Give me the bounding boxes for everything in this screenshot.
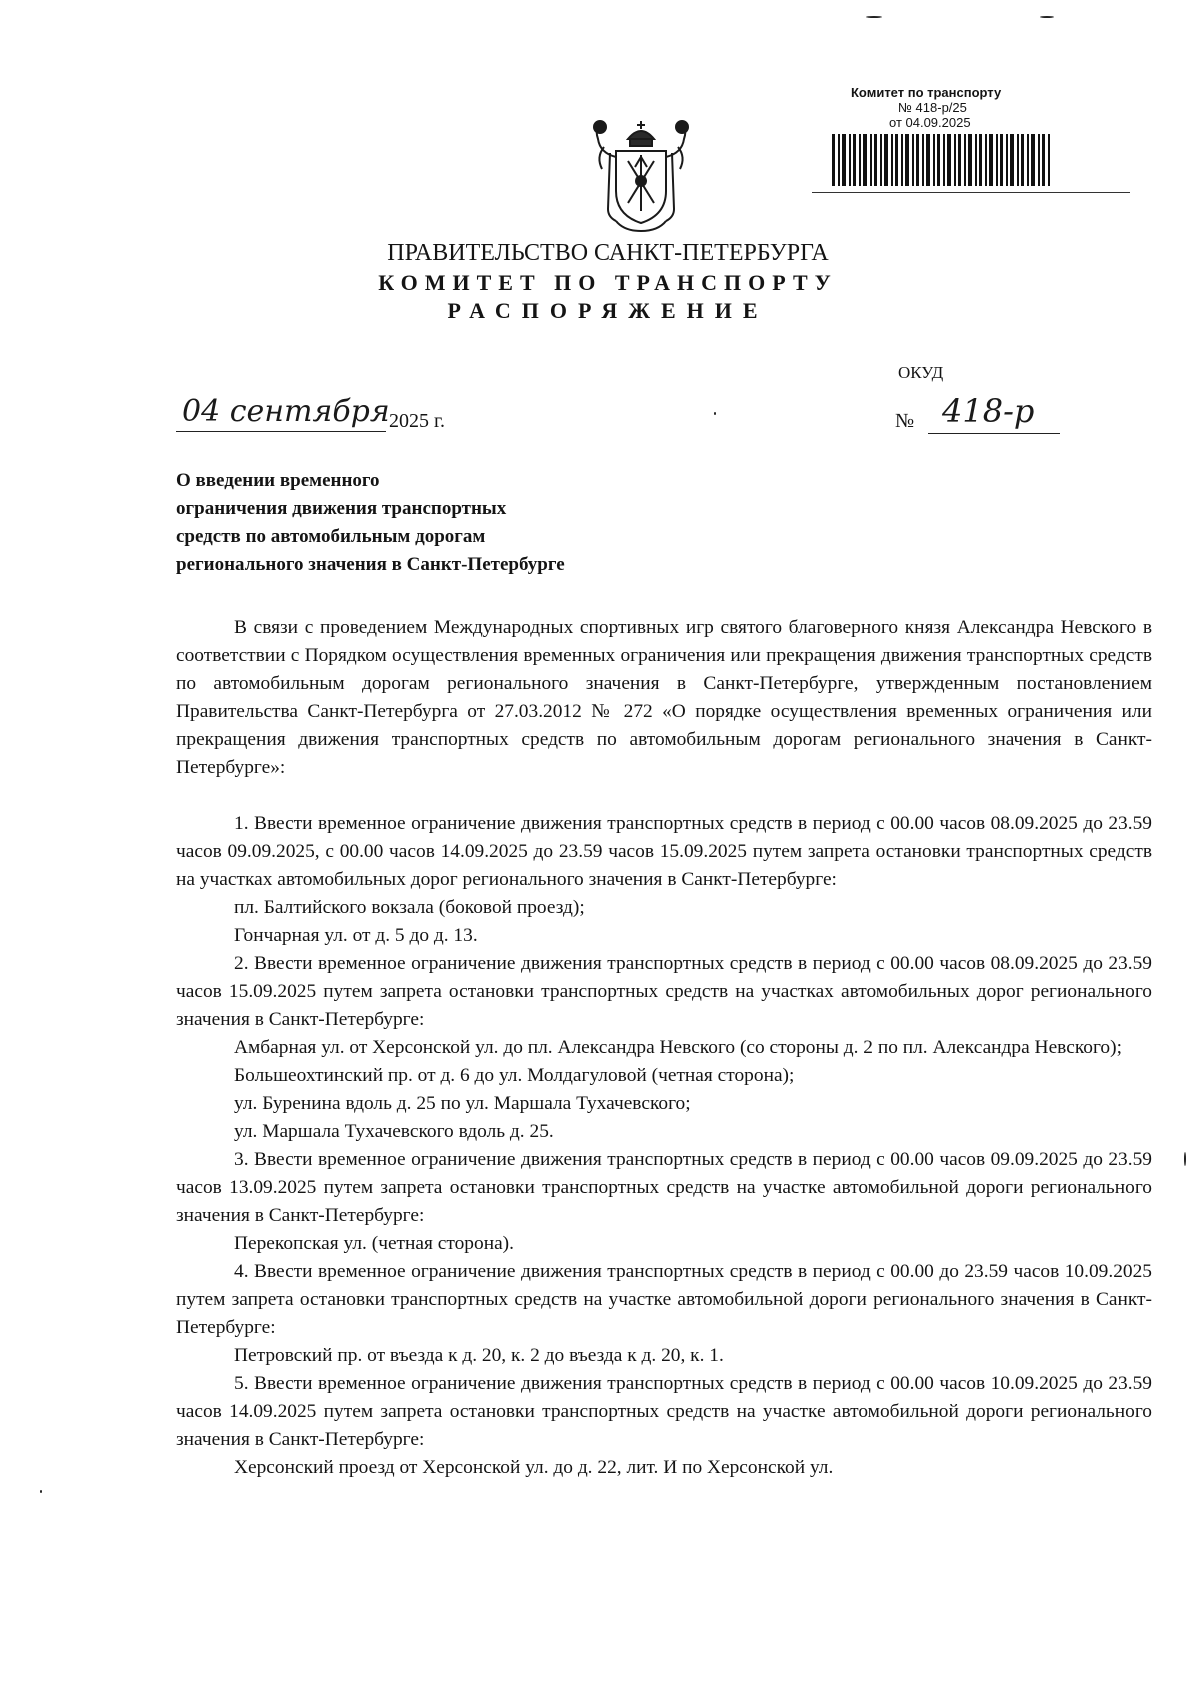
subject-line: ограничения движения транспортных [176,498,507,519]
address-line: пл. Балтийского вокзала (боковой проезд); [234,897,585,918]
subject-line: регионального значения в Санкт-Петербурге [176,554,565,575]
committee-title: КОМИТЕТ ПО ТРАНСПОРТУ [378,270,838,295]
scan-speck [1184,1152,1186,1166]
number-underline [928,433,1060,434]
barcode-icon [832,134,1132,186]
scan-speck [714,412,716,415]
address-line: Петровский пр. от въезда к д. 20, к. 2 до въезда к д. 20, к. 1. [234,1345,724,1366]
government-title: ПРАВИТЕЛЬСТВО САНКТ-ПЕТЕРБУРГА [387,240,829,266]
address-line: Херсонский проезд от Херсонской ул. до д. 22, лит. И по Херсонской ул. [234,1457,834,1478]
document-type-title: РАСПОРЯЖЕНИЕ [447,298,769,323]
saint-petersburg-coat-of-arms-icon [586,117,696,237]
address-line: Амбарная ул. от Херсонской ул. до пл. Александра Невского (со стороны д. 2 по пл. Александра Невского); [234,1037,1122,1058]
date-year: 2025 г. [389,410,445,432]
address-line: ул. Маршала Тухачевского вдоль д. 25. [234,1121,554,1142]
address-line: Большеохтинский пр. от д. 6 до ул. Молдагуловой (четная сторона); [234,1065,795,1086]
scan-speck [866,16,882,18]
order-item-2: 2. Ввести временное ограничение движения транспортных средств в период с 00.00 часов 08.09.2025 до 23.59 часов 15.09.2025 путем запрета остановки транспортных средств на участках автомобильных дорог регионального значения в Санкт-Петербурге: [176,953,1152,1030]
stamp-underline [812,192,1130,193]
stamp-number: № 418-р/25 [898,100,967,115]
document-subject [176,467,736,579]
subject-line: О введении временного [176,470,380,491]
order-item-5: 5. Ввести временное ограничение движения транспортных средств в период с 00.00 часов 10.09.2025 до 23.59 часов 14.09.2025 путем запрета остановки транспортных средств на участке автомобильной дороги регионального значения в Санкт-Петербурге: [176,1373,1152,1450]
subject-line: средств по автомобильным дорогам [176,526,486,547]
number-sign: № [895,410,915,432]
handwritten-date: 04 сентября [182,394,390,429]
stamp-date: от 04.09.2025 [889,115,971,130]
stamp-organization: Комитет по транспорту [851,85,1002,100]
address-line: Перекопская ул. (четная сторона). [234,1233,514,1254]
address-line: Гончарная ул. от д. 5 до д. 13. [234,925,478,946]
address-line: ул. Буренина вдоль д. 25 по ул. Маршала Тухачевского; [234,1093,691,1114]
document-body [176,614,1152,1482]
handwritten-number: 418-р [942,392,1035,430]
date-underline [176,431,386,432]
preamble-paragraph: В связи с проведением Международных спортивных игр святого благоверного князя Александра Невского в соответствии с Порядком осуществления временных ограничения или прекращения движения транспортных средств по автомобильным дорогам регионального значения в Санкт-Петербурге, утвержденным постановлением Правительства Санкт-Петербурга от 27.03.2012 № 272 «О порядке осуществления временных ограничения или прекращения движения транспортных средств по автомобильным дорогам регионального значения в Санкт-Петербурге»: [176,617,1152,778]
order-item-4: 4. Ввести временное ограничение движения транспортных средств в период с 00.00 до 23.59 часов 10.09.2025 путем запрета остановки транспортных средств на участке автомобильной дороги регионального значения в Санкт-Петербурге: [176,1261,1152,1338]
scan-speck [40,1490,42,1493]
okud-label: ОКУД [898,363,944,382]
registration-stamp [806,86,1136,198]
scan-speck [1040,16,1054,18]
order-item-1: 1. Ввести временное ограничение движения транспортных средств в период с 00.00 часов 08.09.2025 до 23.59 часов 09.09.2025, с 00.00 часов 14.09.2025 до 23.59 часов 15.09.2025 путем запрета остановки транспортных средств на участках автомобильных дорог регионального значения в Санкт-Петербурге: [176,813,1152,890]
order-item-3: 3. Ввести временное ограничение движения транспортных средств в период с 00.00 часов 09.09.2025 до 23.59 часов 13.09.2025 путем запрета остановки транспортных средств на участке автомобильной дороги регионального значения в Санкт-Петербурге: [176,1149,1152,1226]
